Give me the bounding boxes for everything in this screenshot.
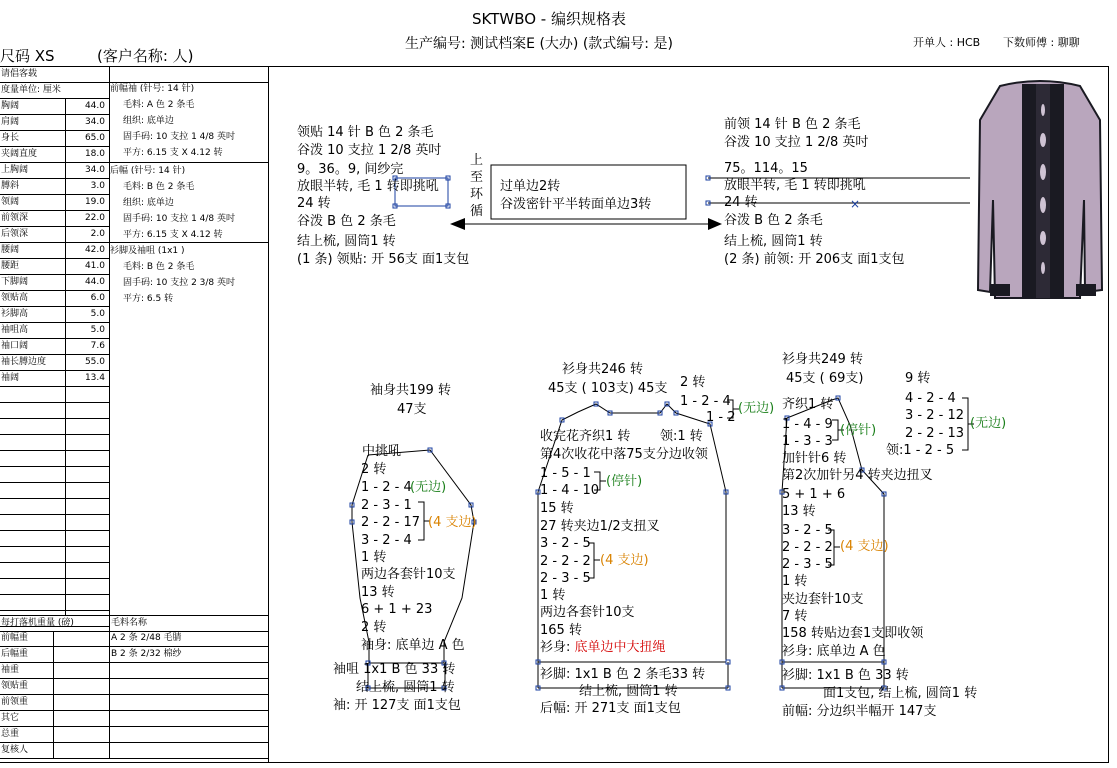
svg-text:×: ×	[850, 197, 861, 211]
back-total: 衫身共246 转	[562, 362, 643, 377]
collar-l6: 谷泼 B 色 2 条毛	[297, 214, 396, 229]
sleeve-line: 2 转	[361, 620, 387, 635]
back-four-edge: (4 支边)	[600, 553, 649, 568]
front-neck-2: 3 - 2 - 12	[905, 408, 964, 423]
measure-value: 44.0	[84, 101, 105, 111]
front-open: 前幅: 分边织半幅开 147支	[782, 704, 937, 719]
measure-name: 腰距	[1, 261, 20, 271]
sleeve-width: 47支	[397, 402, 427, 417]
section-line: 固手码: 10 支拉 1 4/8 英吋	[123, 132, 235, 142]
section-line: 平方: 6.15 支 X 4.12 转	[123, 230, 223, 240]
yarn-name: B 2 条 2/32 棉纱	[111, 649, 182, 659]
measure-value: 7.6	[90, 341, 105, 351]
weight-row-label: 复核人	[1, 745, 29, 755]
back-line: 第4次收花中落75支分边收领	[540, 447, 708, 462]
sweater-image	[978, 81, 1102, 298]
section-line: 平方: 6.5 转	[123, 294, 174, 304]
collar-l8: (1 条) 领贴: 开 56支 面1支包	[297, 252, 470, 267]
sleeve-four-edge: (4 支边)	[428, 515, 477, 530]
sleeve-cuff: 袖咀 1x1 B 色 33 转	[333, 662, 456, 677]
back-width: 45支 ( 103支) 45支	[548, 381, 668, 396]
back-top-turn: 2 转	[680, 375, 706, 390]
measure-name: 袖咀高	[1, 325, 29, 335]
back-line: 1 - 4 - 10	[540, 483, 599, 498]
sleeve-line: 中挑吼	[362, 444, 402, 459]
back-hem: 衫脚: 1x1 B 色 2 条毛33 转	[540, 667, 706, 682]
collar-l2: 谷泼 10 支拉 1 2/8 英吋	[297, 143, 442, 158]
measure-name: 后领深	[1, 229, 29, 239]
back-open: 后幅: 开 271支 面1支包	[540, 701, 681, 716]
measure-header-row: 请倡客载	[0, 67, 268, 83]
measure-name: 袖长膊边度	[1, 357, 47, 367]
sleeve-line: 2 - 3 - 1	[361, 498, 412, 513]
weight-row-label: 后幅重	[1, 649, 29, 659]
measure-name: 腰阔	[1, 245, 20, 255]
back-body-label: 衫身: 底单边中大扭绳	[540, 640, 666, 655]
section-title: 后幅 (针号: 14 针)	[110, 166, 186, 176]
back-lead: 领:1 转	[660, 429, 703, 444]
sleeve-line: 两边各套针10支	[361, 567, 456, 582]
vertical-note-1: 上	[470, 153, 484, 168]
collar-l3: 9。36。9, 间纱完	[297, 162, 404, 177]
front-neck-3: 2 - 2 - 13	[905, 426, 964, 441]
back-line: 165 转	[540, 623, 582, 638]
front-nine-turn: 9 转	[905, 371, 931, 386]
sleeve-line: 1 - 2 - 4	[361, 480, 412, 495]
front-line: 5 + 1 + 6	[782, 487, 846, 502]
section-line: 毛料: A 色 2 条毛	[123, 100, 195, 110]
measure-name: 领阔	[1, 197, 20, 207]
measure-value: 2.0	[90, 229, 105, 239]
collar-l7: 结上梳, 圆筒1 转	[297, 234, 396, 249]
sleeve-line: 1 转	[361, 550, 387, 565]
measure-value: 55.0	[84, 357, 105, 367]
section-line: 毛料: B 色 2 条毛	[123, 262, 195, 272]
back-line: 27 转夹边1/2支扭叉	[540, 519, 660, 534]
mid-box-l2: 谷泼密针平半转面单边3转	[500, 197, 652, 212]
sleeve-total: 袖身共199 转	[370, 383, 451, 398]
back-line: 1 转	[540, 588, 566, 603]
measure-value: 13.4	[84, 373, 105, 383]
measure-value: 18.0	[84, 149, 105, 159]
front-line: 158 转贴边套1支即收领	[782, 626, 924, 641]
front-line: 2 - 3 - 5	[782, 557, 833, 572]
front-no-edge: (无边)	[970, 416, 1007, 431]
front-collar-l1: 前领 14 针 B 色 2 条毛	[724, 117, 861, 132]
front-line: 1 - 4 - 9	[782, 417, 833, 432]
measure-name: 身长	[1, 133, 20, 143]
front-line: 2 - 2 - 2	[782, 540, 833, 555]
measure-name: 袖阔	[1, 373, 20, 383]
measure-name: 上胸阔	[1, 165, 29, 175]
front-stop: (停针)	[840, 423, 877, 438]
vertical-note-2: 至	[470, 170, 484, 185]
sleeve-line: 2 转	[361, 462, 387, 477]
measure-name: 衫脚高	[1, 309, 29, 319]
measure-name: 肩阔	[1, 117, 20, 127]
measure-name: 前领深	[1, 213, 29, 223]
back-hem2: 结上梳, 圆筒1 转	[579, 684, 678, 699]
section-title: 前幅袖 (针号: 14 针)	[110, 84, 195, 94]
front-line: 夹边套针10支	[782, 592, 864, 607]
back-stop: (停针)	[606, 474, 643, 489]
section-line: 组织: 底单边	[123, 116, 174, 126]
sleeve-line: 6 + 1 + 23	[361, 602, 433, 617]
front-neck-1: 4 - 2 - 4	[905, 391, 956, 406]
production-number: 生产编号: 测试档案E (大办) (款式编号: 是)	[405, 36, 673, 52]
section-line: 平方: 6.15 支 X 4.12 转	[123, 148, 223, 158]
back-top-b: 1 - 2	[706, 410, 736, 425]
arrow-left	[450, 218, 722, 230]
size-label: 尺码 XS	[0, 47, 55, 65]
front-collar-l7: 结上梳, 圆筒1 转	[724, 234, 823, 249]
measure-name: 胸阔	[1, 101, 20, 111]
front-line: 加针针6 转	[782, 451, 847, 466]
front-line: 13 转	[782, 504, 816, 519]
back-line: 15 转	[540, 501, 574, 516]
front-line: 1 - 3 - 3	[782, 434, 833, 449]
back-top-a: 1 - 2 - 4	[680, 394, 731, 409]
collar-l1: 领贴 14 针 B 色 2 条毛	[297, 125, 434, 140]
measure-value: 6.0	[90, 293, 105, 303]
sleeve-open: 袖: 开 127支 面1支包	[333, 698, 461, 713]
vertical-note-3: 环	[470, 187, 484, 202]
sleeve-line: 袖身: 底单边 A 色	[361, 638, 465, 653]
mid-box-l1: 过单边2转	[500, 179, 561, 194]
measure-value: 5.0	[90, 325, 105, 335]
client-name: (客户名称: 人)	[97, 47, 194, 65]
front-width: 45支 ( 69支)	[786, 371, 864, 386]
back-line: 1 - 5 - 1	[540, 466, 591, 481]
sleeve-line: 3 - 2 - 4	[361, 533, 412, 548]
front-hem2: 面1支包, 结上梳, 圆筒1 转	[823, 686, 978, 701]
measure-name: 下脚阔	[1, 277, 29, 287]
section-line: 固手码: 10 支拉 1 4/8 英吋	[123, 214, 235, 224]
master-label: 下数师傅 : 聊聊	[1003, 36, 1080, 49]
back-body-stitch: 底单边中大扭绳	[574, 640, 666, 655]
vertical-note-4: 循	[470, 204, 484, 219]
front-line: 衫身: 底单边 A 色	[782, 644, 886, 659]
front-neck-4: 领:1 - 2 - 5	[886, 443, 955, 458]
yarn-name: A 2 条 2/48 毛腈	[111, 633, 182, 643]
front-collar-l4: 放眼半转, 毛 1 转即挑吼	[724, 178, 866, 193]
measure-value: 19.0	[84, 197, 105, 207]
yarn-title: 毛料名称	[111, 618, 148, 628]
section-line: 固手码: 10 支拉 2 3/8 英吋	[123, 278, 235, 288]
front-hem: 衫脚: 1x1 B 色 33 转	[782, 668, 909, 683]
brackets	[418, 398, 974, 578]
back-no-edge: (无边)	[738, 401, 775, 416]
front-four-edge: (4 支边)	[840, 539, 889, 554]
front-collar-l6: 谷泼 B 色 2 条毛	[724, 213, 823, 228]
section-title: 衫脚及袖咀 (1x1 )	[110, 246, 185, 256]
measure-value: 44.0	[84, 277, 105, 287]
front-line: 第2次加针另4 转夹边扭叉	[782, 468, 933, 483]
sleeve-no-edge: (无边)	[410, 480, 447, 495]
collar-l5: 24 转	[297, 196, 331, 211]
weight-title: 每打落机重量 (磅)	[1, 618, 74, 628]
front-collar-l3: 75。114。15	[724, 161, 808, 176]
measure-value: 65.0	[84, 133, 105, 143]
back-line: 2 - 3 - 5	[540, 571, 591, 586]
section-line: 毛料: B 色 2 条毛	[123, 182, 195, 192]
sleeve-line: 2 - 2 - 17	[361, 515, 420, 530]
unit-row: 度量单位: 厘米	[0, 83, 109, 99]
section-line: 组织: 底单边	[123, 198, 174, 208]
measure-value: 34.0	[84, 117, 105, 127]
front-collar-l5: 24 转	[724, 195, 758, 210]
front-total: 衫身共249 转	[782, 352, 863, 367]
weight-row-label: 前领重	[1, 697, 29, 707]
front-line: 7 转	[782, 609, 808, 624]
front-line: 1 转	[782, 574, 808, 589]
measure-name: 袖口阔	[1, 341, 29, 351]
measure-value: 5.0	[90, 309, 105, 319]
back-line: 3 - 2 - 5	[540, 536, 591, 551]
collar-l4: 放眼半转, 毛 1 转即挑吼	[297, 179, 439, 194]
measure-value: 41.0	[84, 261, 105, 271]
weight-row-label: 其它	[1, 713, 20, 723]
sleeve-line: 13 转	[361, 585, 395, 600]
front-collar-l8: (2 条) 前领: 开 206支 面1支包	[724, 252, 905, 267]
back-line: 2 - 2 - 2	[540, 554, 591, 569]
front-collar-l2: 谷泼 10 支拉 1 2/8 英吋	[724, 135, 869, 150]
back-line: 收完花齐织1 转	[540, 429, 631, 444]
front-line: 齐织1 转	[782, 397, 834, 412]
weight-row-label: 前幅重	[1, 633, 29, 643]
opener-label: 开单人 : HCB	[913, 36, 981, 49]
measure-value: 34.0	[84, 165, 105, 175]
measure-name: 膊斜	[1, 181, 20, 191]
back-line: 两边各套针10支	[540, 605, 635, 620]
sheet-title: SKTWBO - 编织规格表	[472, 10, 626, 28]
measure-value: 3.0	[90, 181, 105, 191]
weight-row-label: 总重	[1, 729, 20, 739]
front-line: 3 - 2 - 5	[782, 523, 833, 538]
weight-row-label: 领贴重	[1, 681, 29, 691]
sleeve-cuff2: 结上梳, 圆筒1 转	[356, 680, 455, 695]
measure-name: 夹阔直度	[1, 149, 38, 159]
measure-value: 22.0	[84, 213, 105, 223]
measure-name: 领贴高	[1, 293, 29, 303]
measure-value: 42.0	[84, 245, 105, 255]
weight-row-label: 袖重	[1, 665, 20, 675]
